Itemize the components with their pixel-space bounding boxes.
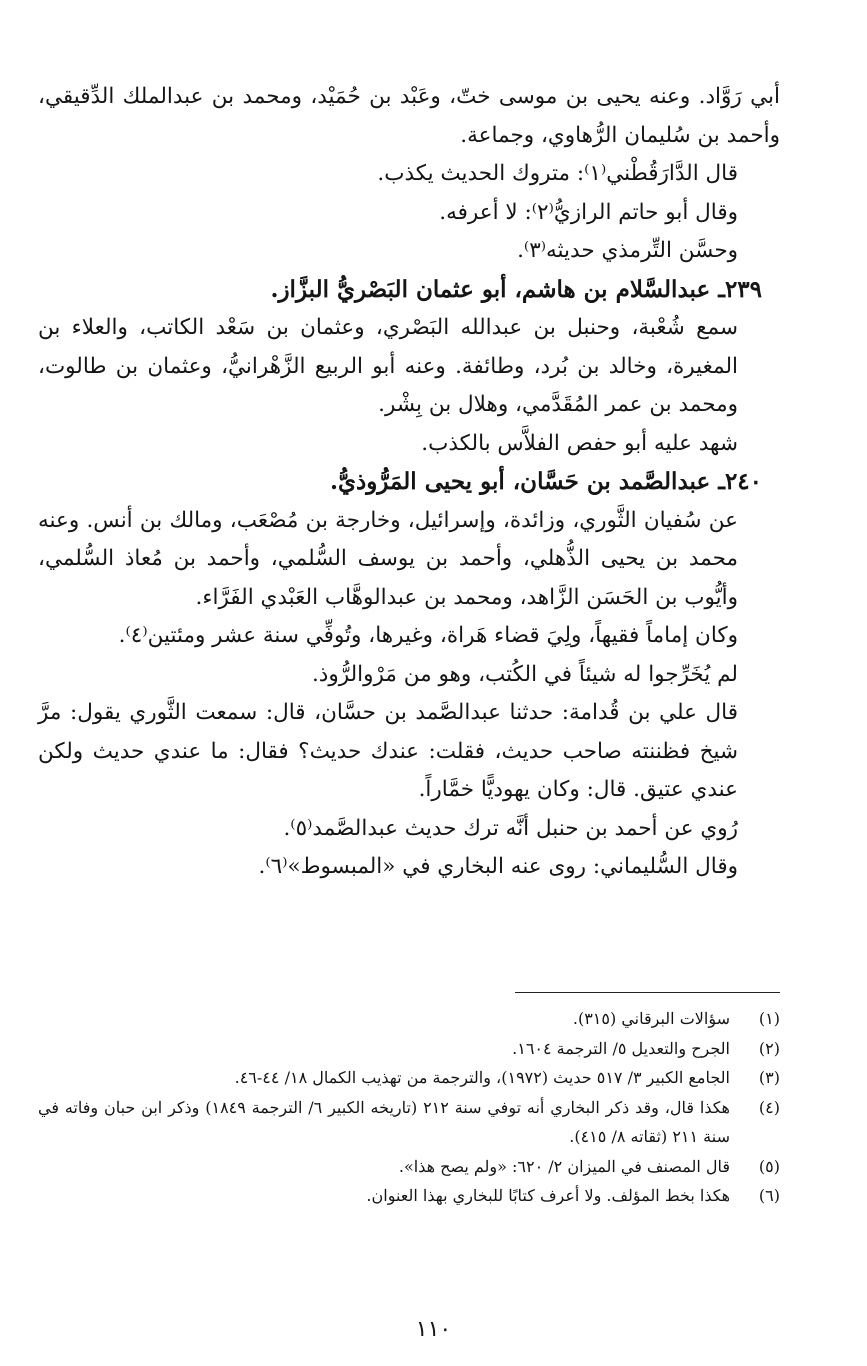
footnote-number: (١): [758, 1009, 780, 1028]
footnote-number: (٣): [758, 1068, 780, 1087]
footnote-number: (٢): [758, 1038, 780, 1058]
footnote-number: (٥): [758, 1156, 780, 1176]
paragraph: وكان إماماً فقيهاً، ولِيَ قضاء هَراة، وغيرها، وتُوفِّي سنة عشر ومئتين⁽٤⁾.: [118, 623, 738, 648]
footnote-text: هكذا بخط المؤلف. ولا أعرف كتابًا للبخاري بهذا العنوان.: [366, 1186, 730, 1205]
entry-heading-239: ٢٣٩ـ عبدالسَّلام بن هاشم، أبو عثمان البَصْريُّ البزَّاز.: [270, 275, 762, 303]
main-text: [38, 78, 780, 887]
footnote-number: (٦): [758, 1186, 780, 1205]
paragraph: أبي رَوَّاد. وعنه يحيى بن موسى ختّ، وعَبْد بن حُمَيْد، ومحمد بن عبدالملك الدِّقيقي، وأحمد بن سُليمان الرُّهاوي، وجماعة.: [38, 84, 780, 148]
footnote: [38, 1034, 780, 1064]
footnote: [38, 1063, 780, 1093]
footnote: [38, 1004, 780, 1034]
footnote-text: الجامع الكبير ٣/ ٥١٧ حديث (١٩٧٢)، والترجمة من تهذيب الكمال ١٨/ ٤٤-٤٦.: [234, 1068, 730, 1087]
footnote-divider: [515, 992, 780, 993]
paragraph: رُوي عن أحمد بن حنبل أنَّه ترك حديث عبدالصَّمد⁽٥⁾.: [283, 815, 738, 841]
footnote: [38, 1181, 780, 1211]
paragraph: وحسَّن التِّرمذي حديثه⁽٣⁾.: [517, 238, 738, 263]
page-number: ١١٠: [415, 1317, 452, 1342]
footnote-text: هكذا قال، وقد ذكر البخاري أنه توفي سنة ٢١٢ (تاريخه الكبير ٦/ الترجمة ١٨٤٩) وذكر ابن حبان وفاته في سنة ٢١١ (ثقاته ٨/ ٤١٥).: [38, 1097, 730, 1146]
paragraph: وقال السُّليماني: روى عنه البخاري في «المبسوط»⁽٦⁾.: [258, 854, 738, 879]
paragraph: قال علي بن قُدامة: حدثنا عبدالصَّمد بن حسَّان، قال: سمعت الثَّوري يقول: مرَّ شيخ فظننته صاحب حديث، فقلت: عندك حديث؟ فقال: ما عندي حديث ولكن عندي عتيق. قال: وكان يهوديًّا خمَّاراً.: [38, 700, 738, 802]
footnote-text: قال المصنف في الميزان ٢/ ٦٢٠: «ولم يصح هذا».: [398, 1156, 730, 1176]
paragraph: لم يُخَرِّجوا له شيئاً في الكُتب، وهو من مَرْوالرُّوذ.: [311, 661, 738, 687]
paragraph: سمع شُعْبة، وحنبل بن عبدالله البَصْري، وعثمان بن سَعْد الكاتب، والعلاء بن المغيرة، وخالد بن بُرد، وطائفة. وعنه أبو الربيع الزَّهْرانيُّ، وعثمان بن طالوت، ومحمد بن عمر المُقَدَّمي، وهلال بن بِشْر.: [38, 315, 738, 417]
footnote: [38, 1152, 780, 1182]
paragraph: قال الدَّارَقُطْني⁽١⁾: متروك الحديث يكذب.: [377, 161, 738, 186]
paragraph: شهد عليه أبو حفص الفلاَّس بالكذب.: [421, 430, 738, 456]
footnote-text: الجرح والتعديل ٥/ الترجمة ١٦٠٤.: [512, 1038, 730, 1058]
footnotes: [38, 1004, 780, 1211]
footnote: [38, 1093, 780, 1152]
entry-heading-240: ٢٤٠ـ عبدالصَّمد بن حَسَّان، أبو يحيى المَرُّوذيُّ.: [329, 468, 762, 495]
footnote-text: سؤالات البرقاني (٣١٥).: [572, 1009, 730, 1028]
footnote-number: (٤): [758, 1097, 780, 1117]
paragraph: وقال أبو حاتم الرازيُّ⁽٢⁾: لا أعرفه.: [439, 199, 738, 225]
paragraph: عن سُفيان الثَّوري، وزائدة، وإسرائيل، وخارجة بن مُصْعَب، ومالك بن أنس. وعنه محمد بن يحيى الذُّهلي، وأحمد بن يوسف السُّلمي، وأحمد بن مُعاذ السُّلمي، وأيُّوب بن الحَسَن الزَّاهد، ومحمد بن عبدالوهَّاب العَبْدي الفَرَّاء.: [38, 507, 738, 610]
